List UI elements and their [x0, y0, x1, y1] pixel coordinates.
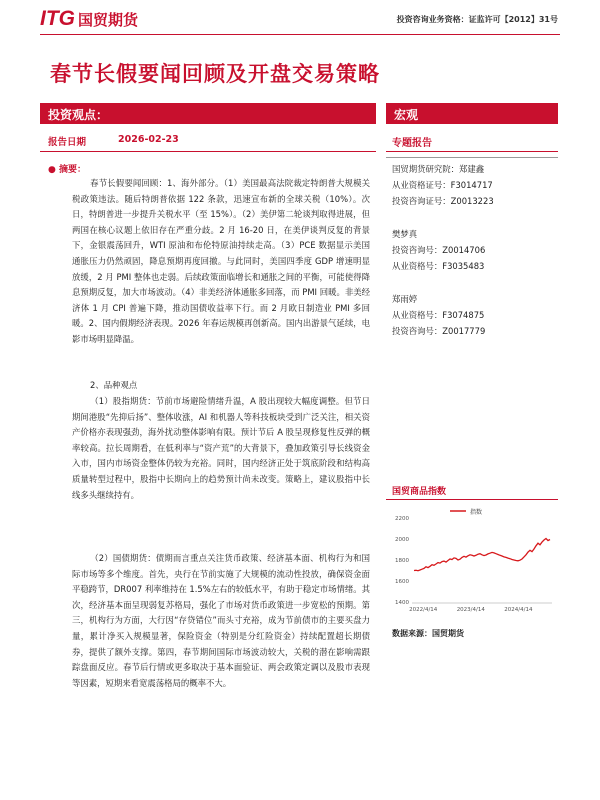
logo-latin: ITG: [40, 7, 75, 30]
x-axis: [409, 603, 552, 613]
chart-title: 国贸商品指数: [392, 487, 447, 497]
analyst-line: 投资咨询号：Z0014706: [392, 245, 486, 255]
analyst-line: 樊梦真: [392, 229, 418, 239]
analyst-line: 从业资格号：F3035483: [392, 261, 485, 271]
report-title: 春节长假要闻回顾及开盘交易策略: [50, 61, 380, 86]
varieties-heading-text: 2、品种观点: [90, 380, 138, 390]
y-tick-label: 1600: [395, 579, 409, 585]
series-line: [414, 539, 550, 571]
y-tick-label: 2000: [395, 537, 409, 543]
analyst-line: 郑雨婷: [392, 294, 418, 304]
abstract-label-text: 摘要：: [59, 165, 87, 175]
analyst-group-3: [392, 291, 485, 339]
bullet-icon: ●: [48, 165, 56, 175]
x-tick-label: 2022/4/14: [409, 607, 438, 613]
y-tick-label: 1800: [395, 558, 409, 564]
abstract-label: [48, 162, 86, 175]
analyst-separator: [386, 157, 558, 158]
report-date-label: 报告日期: [48, 137, 87, 148]
analyst-line: 国贸期货研究院：郑建鑫: [392, 164, 485, 174]
analyst-line: 投资咨询号：Z0017779: [392, 326, 486, 336]
right-section-bar: [386, 103, 558, 124]
analyst-group-2: [392, 226, 485, 274]
y-axis: [395, 516, 409, 606]
paragraph-treasury: [72, 551, 370, 691]
paragraph-varieties-heading: [72, 378, 370, 394]
report-date-value: 2026-02-23: [118, 134, 179, 145]
header-divider: [40, 34, 560, 35]
paragraph-stock-index: [72, 394, 370, 503]
y-tick-label: 2200: [395, 516, 409, 522]
analyst-line: 从业资格号：F3074875: [392, 310, 485, 320]
legend-label: 指数: [470, 509, 483, 516]
x-tick-label: 2024/4/14: [504, 607, 533, 613]
left-section-label: 投资观点：: [48, 108, 109, 122]
logo-chinese: 国贸期货: [78, 10, 139, 29]
paragraph-stock-index-text: （1）股指期货：节前市场避险情绪升温，A 股出现较大幅度调整。但节日期间港股“先抑后扬”、整体收涨，AI 和机器人等科技板块受到广泛关注，相关资产价格亦表现强劲，海外扰动整体影响有限。预计节后 A 股呈现修复性反弹的概率较高。拉长周期看，在低利率与“资产荒”的大背景下，叠加政策引导长线资金入市，国内市场资金整体仍较为充裕。同时，国内经济正处于筑底阶段和结构高质量转型过程中，股指中长期向上的趋势预计尚未改变。策略上，建议股指中长线多头继续持有。: [72, 396, 370, 500]
right-section-label: 宏观: [394, 108, 419, 122]
paragraph-treasury-text: （2）国债期货：债期而言重点关注货币政策、经济基本面、机构行为和国际市场等多个维度。首先，央行在节前实施了大规模的流动性投放，确保资金面平稳跨节，DR007 利率维持在 1.5%左右的较低水平，有助于稳定市场情绪。其次，经济基本面呈现弱复苏格局，强化了市场对货币政策进一步宽松的预期。第三，机构行为方面，大行因“存贷错位”而头寸充裕，成为节前债市的主要买盘力量，累计净买入规模显著，保险资金（特别是分红险资金）持续配置超长期债券，提供了额外支撑。第四，春节期间国际市场波动较大，关税的潜在影响需跟踪盘面反应。春节后行情或更多取决于基本面验证、两会政策定调以及股市表现等因素，短期来看宽震荡格局的概率不大。: [72, 553, 370, 688]
company-logo: [40, 8, 138, 30]
analyst-line: 投资咨询证号：Z0013223: [392, 196, 494, 206]
left-section-bar: [40, 103, 376, 124]
chart-svg: [386, 504, 558, 618]
x-tick-label: 2023/4/14: [456, 607, 485, 613]
data-source: 数据来源：国贸期货: [392, 629, 464, 638]
topic-label: 专题报告: [392, 138, 432, 149]
qualification-text: 投资咨询业务资格：证监许可【2012】31号: [396, 15, 558, 24]
y-tick-label: 1400: [395, 600, 409, 606]
chart-legend: [450, 508, 482, 516]
paragraph-summary-text: 春节长假要闻回顾：1、海外部分。（1）美国最高法院裁定特朗普大规模关税政策违法。随后特朗普依据 122 条款，迅速宣布新的全球关税（10%）。次日，特朗普进一步提升关税水平（至 15%）。（2）美伊第二轮谈判取得进展，但两国在核心议题上依旧存在严重分歧。2 月 16-20 日，在美伊谈判反复的背景下，金银震荡回升，WTI 原油和布伦特原油持续走高。（3）PCE 数据显示美国通胀压力仍然顽固，降息预期再度回撤。与此同时，美国四季度 GDP 增速明显放缓，2 月 PMI 整体也走弱。后续政策面临增长和通胀之间的平衡，可能使得降息预期反复，加大市场波动。（4）非美经济体通胀多回落，而 PMI 回暖。非美经济体 1 月 CPI 普遍下降，推动国债收益率下行。而 2 月欧日制造业 PMI 多回暖。2、国内假期经济表现。2026 年春运规模再创新高。国内出游景气延续，电影市场明显降温。: [72, 178, 370, 344]
left-subheader-line: [40, 151, 376, 152]
analyst-group-1: [392, 161, 494, 209]
paragraph-summary: [72, 176, 370, 348]
commodity-index-chart: [386, 504, 558, 618]
chart-title-line: [386, 499, 558, 500]
right-subheader-line: [386, 151, 558, 152]
analyst-line: 从业资格证号：F3014717: [392, 180, 493, 190]
